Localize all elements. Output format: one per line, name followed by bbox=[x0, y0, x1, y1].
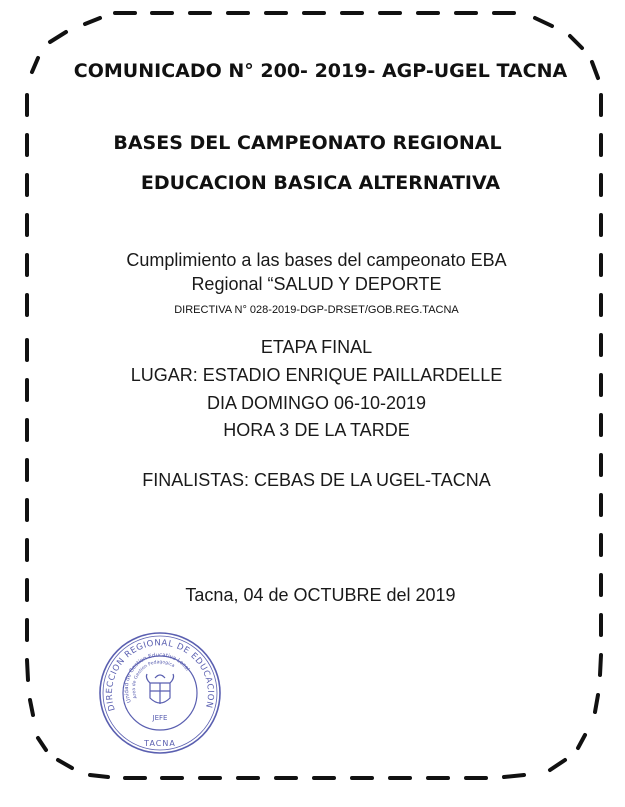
directive-reference: DIRECTIVA N° 028-2019-DGP-DRSET/GOB.REG.TACNA bbox=[174, 304, 459, 316]
bases-title-line-2: EDUCACION BASICA ALTERNATIVA bbox=[140, 172, 501, 194]
seal-inner-text-2: Area de Gestion Pedagogica bbox=[131, 660, 176, 700]
document-date: Tacna, 04 de OCTUBRE del 2019 bbox=[185, 585, 456, 605]
coat-of-arms-icon bbox=[146, 674, 173, 704]
communique-title: COMUNICADO N° 200- 2019- AGP-UGEL TACNA bbox=[73, 60, 568, 82]
seal-inner-text: Unidad de Gestion Educativa Local bbox=[123, 652, 191, 704]
event-location: LUGAR: ESTADIO ENRIQUE PAILLARDELLE bbox=[130, 365, 503, 385]
event-date: DIA DOMINGO 06-10-2019 bbox=[206, 393, 427, 413]
official-stamp-seal bbox=[95, 628, 225, 758]
event-stage: ETAPA FINAL bbox=[260, 337, 373, 357]
intro-line-2: Regional “SALUD Y DEPORTE bbox=[191, 274, 442, 294]
seal-role: JEFE bbox=[152, 714, 168, 722]
intro-line-1: Cumplimiento a las bases del campeonato EBA bbox=[126, 250, 507, 270]
seal-outer-text: DIRECCION REGIONAL DE EDUCACION bbox=[104, 638, 216, 713]
seal-city: TACNA bbox=[144, 739, 176, 748]
event-time: HORA 3 DE LA TARDE bbox=[223, 420, 410, 440]
event-finalists: FINALISTAS: CEBAS DE LA UGEL-TACNA bbox=[142, 470, 491, 490]
bases-title-line-1: BASES DEL CAMPEONATO REGIONAL bbox=[113, 132, 502, 154]
